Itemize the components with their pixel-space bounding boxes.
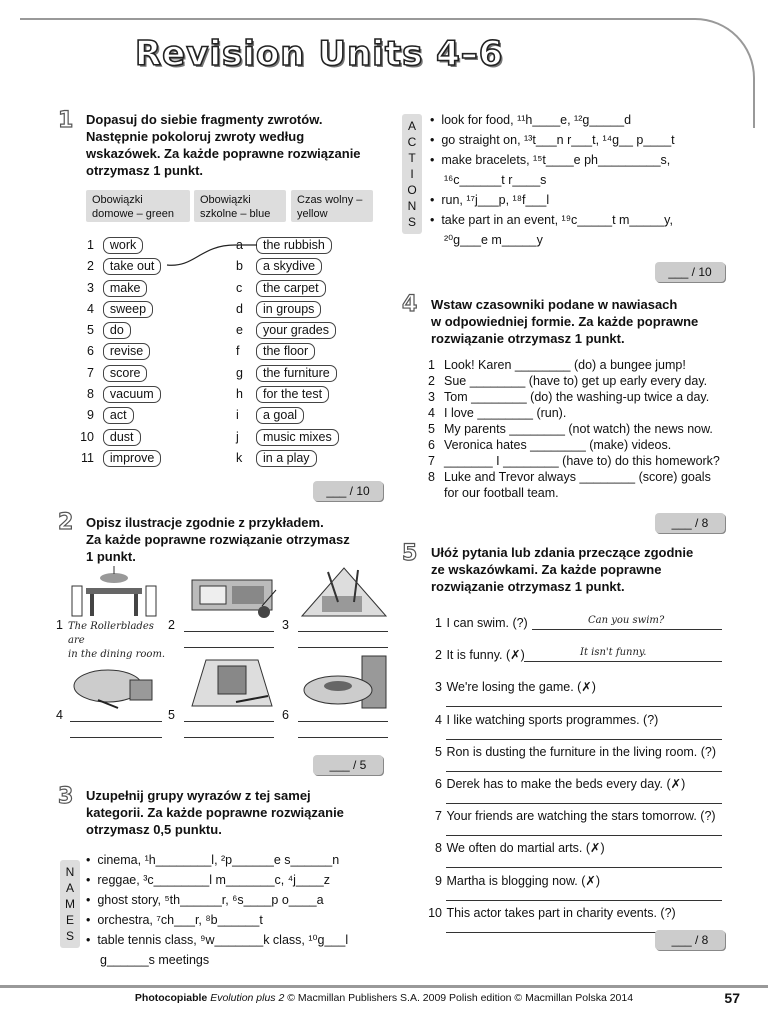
side-letter: C [407,135,417,149]
item-number: 7 [435,809,442,824]
picture-6-label: 6 [282,708,289,722]
item-text: My parents ________ (not watch) the news now. [444,422,713,436]
match-left-row [74,364,161,385]
match-left-number: 4 [87,301,94,316]
example-answer: The Rollerblades are in the dining room. [68,621,166,660]
match-right-letter: f [236,344,240,359]
match-left-phrase[interactable]: vacuum [103,386,161,403]
item-text: We often do martial arts. (✗) [446,841,605,856]
item-number: 1 [428,358,435,372]
actions-score: ___ / 10 [655,262,725,282]
item-text: Veronica hates ________ (make) videos. [444,438,672,452]
attic-picture [298,562,390,620]
exercise-5-item [420,711,716,743]
picture-5-label: 5 [168,708,175,722]
exercise-4-item [428,421,720,437]
match-left-number: 7 [87,365,94,380]
picture-2-label: 2 [168,618,175,632]
answer-line[interactable] [446,835,722,836]
match-right-letter: k [236,450,243,465]
item-text: Martha is blogging now. (✗) [446,873,601,888]
exercise-4-item [428,357,720,373]
item-number: 3 [428,390,435,404]
side-letter: I [410,167,414,181]
exercise-2-score: ___ / 5 [313,755,383,775]
picture-3-answer-line-1[interactable] [298,631,388,632]
picture-3-answer-line-2[interactable] [298,647,388,648]
match-left-number: 9 [87,408,94,423]
answer-line[interactable] [446,867,722,868]
match-right-row [236,406,339,427]
match-right-row [236,321,339,342]
picture-5-answer-line-2[interactable] [184,737,274,738]
match-left-number: 1 [87,238,94,252]
bedroom-picture [298,654,390,710]
answer-line[interactable] [446,771,722,772]
match-left-number: 2 [87,259,94,274]
actions-item: ²⁰g___e m_____y [444,233,543,247]
exercise-3-instruction: Uzupełnij grupy wyrazów z tej samej kategorii. Za każde poprawne rozwiązanie otrzymasz 0,5 punktu. [86,788,344,837]
actions-item: ¹⁶c______t r____s [444,173,547,187]
answer-line[interactable] [532,614,722,630]
exercise-5-number: 5 [402,541,418,566]
item-number: 9 [435,873,442,888]
side-letter: A [407,119,416,133]
footer-rule [0,985,768,988]
exercise-1-number: 1 [58,108,74,133]
side-letter: M [65,897,75,911]
side-letter: T [408,151,416,165]
footer-copyright: Photocopiable Evolution plus 2 © Macmillan Publishers S.A. 2009 Polish edition © Macmillan Polska 2014 [134,992,634,1004]
exercise-5-item [420,743,716,775]
actions-side-label [402,114,422,234]
picture-2-answer-line-2[interactable] [184,647,274,648]
dining-room-picture [68,566,160,620]
exercise-5-item [420,872,716,904]
exercise-5-item [420,807,716,839]
picture-1-label: 1 [56,618,63,632]
example-match-line [165,240,260,270]
item-number: 10 [428,905,442,920]
match-left-number: 5 [87,323,94,338]
match-left-row [74,279,161,300]
hallway-picture [186,656,278,710]
match-right-row [236,449,339,470]
names-item: • reggae, ³c________l m_______c, ⁴j____z [86,873,330,887]
item-text: for our football team. [444,486,559,500]
item-text: I like watching sports programmes. (?) [446,712,659,727]
match-right-letter: a [236,238,243,252]
exercise-3-number: 3 [58,784,74,809]
exercise-4-number: 4 [402,292,418,317]
exercise-2-instruction: Opisz ilustracje zgodnie z przykładem. Za każde poprawne rozwiązanie otrzymasz 1 punkt. [86,515,350,564]
match-left-phrase[interactable]: take out [103,258,161,275]
exercise-4-list [428,357,720,501]
names-item: • ghost story, ⁵th______r, ⁶s____p o____a [86,893,324,907]
item-number: 4 [428,406,435,420]
exercise-5-item [420,775,716,807]
match-right-phrase[interactable]: music mixes [256,429,339,446]
match-right-letter: b [236,259,243,274]
item-text: I love ________ (run). [444,406,567,420]
match-right-phrase[interactable]: for the test [256,386,329,403]
exercise-2-number: 2 [58,510,74,535]
actions-item: • run, ¹⁷j___p, ¹⁸f___l [430,193,550,207]
actions-item: • make bracelets, ¹⁵t____e ph_________s, [430,153,671,167]
item-number: 2 [435,648,442,663]
item-text: Derek has to make the beds every day. (✗) [446,776,686,791]
exercise-1-instruction: Dopasuj do siebie fragmenty zwrotów. Następnie pokoloruj zwroty według wskazówek. Za każde poprawne rozwiązanie otrzymasz 1 punkt. [86,112,361,178]
item-text: Luke and Trevor always ________ (score) goals [444,470,711,484]
item-text: I can swim. (?) [446,616,528,630]
item-number: 8 [435,841,442,856]
page-number: 57 [724,990,740,1006]
names-item: • table tennis class, ⁹w_______k class, ¹⁰g___l [86,933,349,947]
match-left-row [74,257,161,278]
match-right-letter: i [236,408,239,423]
exercise-4-item [428,437,720,453]
match-right-letter: c [236,280,243,295]
exercise-1-score: ___ / 10 [313,481,383,501]
match-right-phrase[interactable]: the floor [256,343,315,360]
match-right-phrase[interactable]: in groups [256,301,321,318]
side-letter: N [65,865,75,879]
match-left-row [74,406,161,427]
names-item: • cinema, ¹h________l, ²p______e s______n [86,853,340,867]
exercise-5-item [420,646,716,678]
side-letter: S [407,215,416,229]
match-left-phrase[interactable]: revise [103,343,150,360]
item-number: 4 [435,712,442,727]
match-right-row [236,428,339,449]
match-left-number: 11 [81,450,94,465]
picture-2-answer-line-1[interactable] [184,631,274,632]
exercise-4-item [428,453,720,469]
answer-line[interactable] [446,900,722,901]
match-right-row [236,300,339,321]
match-left-phrase[interactable]: score [103,365,148,382]
match-left-phrase[interactable]: dust [103,429,141,446]
exercise-4-item [428,389,720,405]
picture-6-answer-line-2[interactable] [298,737,388,738]
item-number: 3 [435,680,442,695]
match-left-row [74,385,161,406]
page-title: Revision Units 4–6 [135,34,504,74]
item-text: Your friends are watching the stars tomorrow. (?) [446,809,716,824]
match-right-letter: h [236,387,243,402]
exercise-4-score: ___ / 8 [655,513,725,533]
actions-item: • look for food, ¹¹h____e, ¹²g_____d [430,113,632,127]
match-left-phrase[interactable]: do [103,322,131,339]
side-letter: N [407,199,417,213]
item-text: Ron is dusting the furniture in the living room. (?) [446,744,717,759]
match-right-phrase[interactable]: the carpet [256,280,326,297]
item-number: 8 [428,470,435,484]
kitchen-picture [186,566,278,620]
match-right-row [236,342,339,363]
match-left-row [74,300,161,321]
legend-school: Obowiązki szkolne – blue [194,190,286,222]
exercise-4-instruction: Wstaw czasowniki podane w nawiasach w odpowiedniej formie. Za każde poprawne rozwiązanie otrzymasz 1 punkt. [431,297,699,346]
side-letter: E [65,913,74,927]
exercise-5-item [420,839,716,871]
match-right-phrase[interactable]: the rubbish [256,237,332,254]
item-text: Sue ________ (have to) get up early every day. [444,374,708,388]
match-right-phrase[interactable]: in a play [256,450,317,467]
item-number: 7 [428,454,435,468]
item-text: Tom ________ (do) the washing-up twice a day. [444,390,710,404]
example-answer: It isn't funny. [580,647,647,659]
answer-line[interactable] [446,803,722,804]
match-left-phrase[interactable]: make [103,280,148,297]
match-left-phrase[interactable]: act [103,407,134,424]
item-number: 5 [435,744,442,759]
exercise-5-item [420,614,716,646]
exercise-4-item [428,469,720,485]
match-left-row [74,236,161,257]
match-left-row [74,449,161,470]
answer-line[interactable] [446,739,722,740]
match-right-phrase[interactable]: a goal [256,407,304,424]
match-right-phrase[interactable]: the furniture [256,365,337,382]
match-left-phrase[interactable]: sweep [103,301,153,318]
picture-4-answer-line-2[interactable] [70,737,162,738]
picture-4-label: 4 [56,708,63,722]
answer-line[interactable] [446,706,722,707]
actions-item: • go straight on, ¹³t___n r___t, ¹⁴g__ p____t [430,133,675,147]
actions-list [430,110,675,250]
side-letter: A [65,881,74,895]
names-item: g______s meetings [100,953,210,967]
exercise-4-item [428,405,720,421]
match-left-number: 8 [87,387,94,402]
exercise-5-score: ___ / 8 [655,930,725,950]
actions-item: • take part in an event, ¹⁹c_____t m_____y, [430,213,673,227]
match-left-number: 6 [87,344,94,359]
item-number: 2 [428,374,435,388]
match-left-row [74,321,161,342]
exercise-5-instruction: Ułóż pytania lub zdania przeczące zgodnie ze wskazówkami. Za każde poprawne rozwiązanie otrzymasz 1 punkt. [431,545,694,594]
picture-5-answer-line-1[interactable] [184,721,274,722]
names-list [86,850,348,970]
match-left-row [74,342,161,363]
match-left-number: 10 [80,429,94,444]
match-right-letter: d [236,301,243,316]
match-right-letter: g [236,365,243,380]
item-text: It is funny. (✗) [446,648,525,663]
example-answer: Can you swim? [588,615,665,626]
item-number: 5 [428,422,435,436]
exercise-5-list [420,614,716,936]
exercise-5-item [420,678,716,710]
exercise-4-item [428,485,720,501]
names-side-label [60,860,80,948]
match-right-row [236,385,339,406]
picture-4-answer-line-1[interactable] [70,721,162,722]
match-right-phrase[interactable]: your grades [256,322,336,339]
match-left-row [74,428,161,449]
match-left-number: 3 [87,280,94,295]
item-text: Look! Karen ________ (do) a bungee jump! [444,358,686,372]
legend-free-time: Czas wolny – yellow [291,190,373,222]
match-left-phrase[interactable]: work [103,237,143,254]
match-right-letter: j [236,429,239,444]
exercise-1-right-column [236,236,339,470]
item-number: 6 [428,438,435,452]
picture-6-answer-line-1[interactable] [298,721,388,722]
living-room-picture [68,656,160,710]
match-right-row [236,364,339,385]
picture-3-label: 3 [282,618,289,632]
item-text: This actor takes part in charity events. (?) [446,905,676,920]
match-right-row [236,279,339,300]
match-right-letter: e [236,323,243,338]
side-letter: S [65,929,74,943]
side-letter: O [407,183,417,197]
legend-household: Obowiązki domowe – green [86,190,190,222]
item-number: 6 [435,776,442,791]
item-text: _______ I ________ (have to) do this homework? [444,454,720,468]
match-left-phrase[interactable]: improve [103,450,161,467]
match-right-phrase[interactable]: a skydive [256,258,322,275]
item-text: We're losing the game. (✗) [446,680,596,695]
exercise-4-item [428,373,720,389]
item-number: 1 [435,616,442,630]
exercise-1-left-column [74,236,161,470]
answer-line[interactable] [524,646,722,662]
names-item: • orchestra, ⁷ch___r, ⁸b______t [86,913,263,927]
